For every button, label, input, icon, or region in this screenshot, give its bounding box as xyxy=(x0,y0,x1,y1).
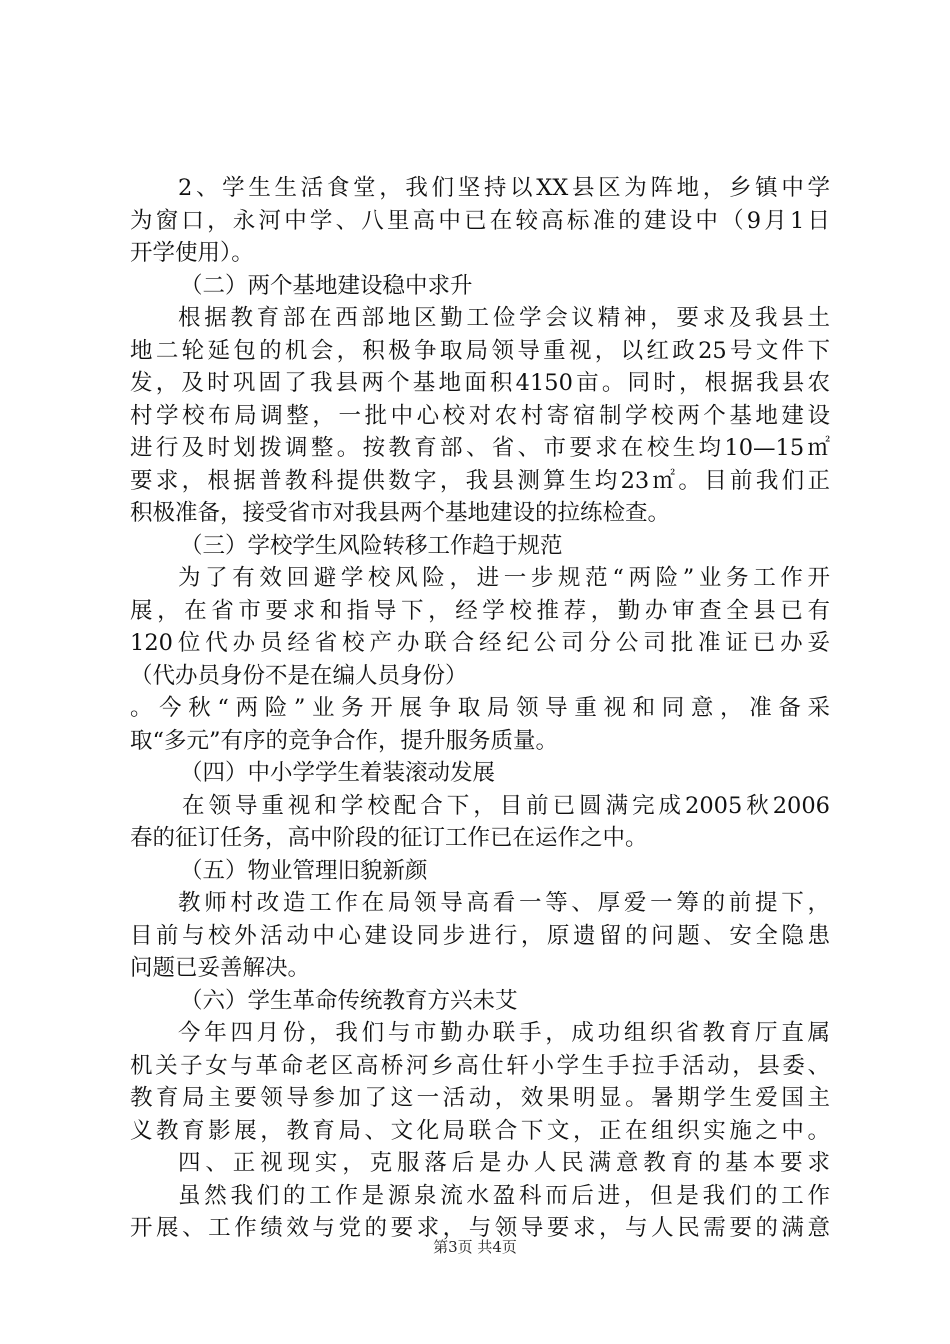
text-line: 展，在省市要求和指导下，经学校推荐，勤办审查全县已有 xyxy=(130,597,830,624)
text-line: 。今秋“两险”业务开展争取局领导重视和同意，准备采 xyxy=(130,695,830,721)
text-line: （三）学校学生风险转移工作趋于规范 xyxy=(180,532,563,559)
text-line: 在领导重视和学校配合下，目前已圆满完成2005秋2006 xyxy=(182,792,830,819)
text-line: 四、正视现实，克服落后是办人民满意教育的基本要求 xyxy=(178,1150,830,1176)
text-line: 机关子女与革命老区高桥河乡高仕轩小学生手拉手活动，县委、 xyxy=(130,1052,830,1079)
text-line: 地二轮延包的机会，积极争取局领导重视，以红政25号文件下 xyxy=(130,337,830,364)
text-line: 教师村改造工作在局领导高看一等、厚爱一筹的前提下， xyxy=(178,890,830,916)
text-line: 目前与校外活动中心建设同步进行，原遗留的问题、安全隐患 xyxy=(130,922,830,949)
page-footer: 第3页 共4页 xyxy=(433,1238,517,1256)
text-line: 根据教育部在西部地区勤工俭学会议精神，要求及我县土 xyxy=(178,305,830,331)
text-line: 开展、工作绩效与党的要求，与领导要求，与人民需要的满意 xyxy=(130,1215,830,1241)
text-line: 春的征订任务，高中阶段的征订工作已在运作之中。 xyxy=(130,825,648,851)
text-line: 义教育影展，教育局、文化局联合下文，正在组织实施之中。 xyxy=(130,1117,830,1144)
text-line: （二）两个基地建设稳中求升 xyxy=(180,272,473,299)
document-body xyxy=(130,172,830,1245)
text-line: （五）物业管理旧貌新颜 xyxy=(180,857,428,884)
text-line: 村学校布局调整，一批中心校对农村寄宿制学校两个基地建设 xyxy=(130,402,830,429)
text-line: 为了有效回避学校风险，进一步规范“两险”业务工作开 xyxy=(178,565,830,591)
text-line: 发，及时巩固了我县两个基地面积4150亩。同时，根据我县农 xyxy=(130,370,830,396)
text-line: 开学使用）。 xyxy=(130,240,254,266)
text-line: 为窗口，永河中学、八里高中已在较高标准的建设中（9月1日 xyxy=(130,207,830,234)
text-line: 教育局主要领导参加了这一活动，效果明显。暑期学生爱国主 xyxy=(130,1085,830,1111)
text-line: 取“多元”有序的竞争合作，提升服务质量。 xyxy=(130,727,559,754)
text-line: 虽然我们的工作是源泉流水盈科而后进，但是我们的工作 xyxy=(178,1182,830,1209)
text-line: 积极准备，接受省市对我县两个基地建设的拉练检查。 xyxy=(130,500,671,526)
text-line: （四）中小学学生着装滚动发展 xyxy=(180,760,496,786)
text-line: 进行及时划拨调整。按教育部、省、市要求在校生均10—15㎡ xyxy=(130,435,830,461)
text-line: 今年四月份，我们与市勤办联手，成功组织省教育厅直属 xyxy=(178,1020,830,1046)
text-line: （代办员身份不是在编人员身份） xyxy=(130,662,468,689)
text-line: 120位代办员经省校产办联合经纪公司分公司批准证已办妥 xyxy=(130,630,830,656)
text-line: 要求，根据普教科提供数字，我县测算生均23㎡。目前我们正 xyxy=(130,467,830,494)
text-line: 2、学生生活食堂，我们坚持以XX县区为阵地，乡镇中学 xyxy=(178,175,830,201)
text-line: 问题已妥善解决。 xyxy=(130,955,311,981)
text-line: （六）学生革命传统教育方兴未艾 xyxy=(180,987,518,1014)
